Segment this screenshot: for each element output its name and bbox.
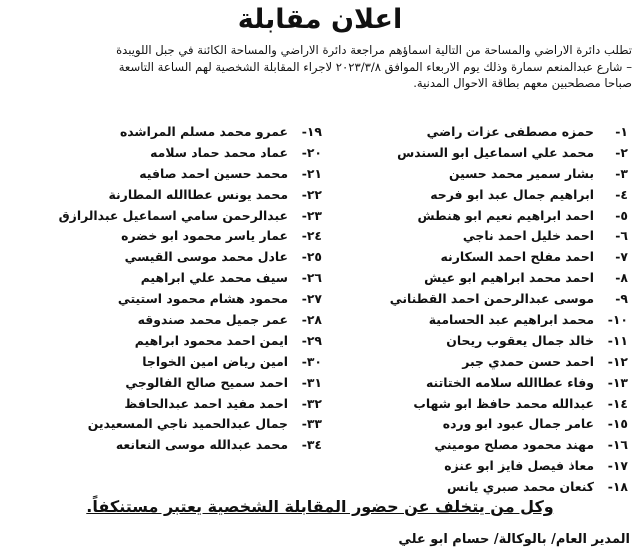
candidate-name: عبدالله محمد حافظ ابو شهاب — [413, 395, 594, 411]
candidate-row — [4, 310, 322, 331]
candidate-number: ٨- — [615, 270, 628, 286]
candidate-row — [4, 268, 322, 289]
candidate-name: احمد خليل احمد ناجي — [462, 228, 594, 244]
candidate-row — [4, 164, 322, 185]
candidate-row — [326, 164, 628, 185]
warning-text: وكل من يتخلف عن حضور المقابلة الشخصية يعتبر مستنكفاً. — [86, 497, 554, 516]
candidate-number: ١٢- — [607, 353, 628, 369]
candidate-name: محمد عبدالله موسى النعانعه — [115, 437, 288, 453]
candidate-number: ١٠- — [607, 312, 628, 328]
candidate-row — [4, 247, 322, 268]
candidate-row — [4, 206, 322, 227]
candidate-name: بشار سمير محمد حسين — [448, 165, 594, 181]
candidate-number: ١٨- — [607, 479, 628, 495]
candidate-name: سيف محمد علي ابراهيم — [140, 270, 288, 286]
candidate-name: كنعان محمد صبري يانس — [446, 479, 594, 495]
candidate-row — [326, 352, 628, 373]
candidate-number: ٢٢- — [301, 186, 322, 202]
candidate-name: محمد يونس عطاالله المطارنة — [108, 186, 288, 202]
candidate-number: ١١- — [607, 332, 628, 348]
candidate-row — [326, 289, 628, 310]
candidate-row — [326, 373, 628, 394]
candidate-number: ٤- — [615, 186, 628, 202]
candidate-name: حمزه مصطفى عزات راضي — [426, 124, 594, 139]
candidate-number: ١٤- — [607, 395, 628, 411]
candidate-row — [326, 226, 628, 247]
candidate-name: عمر جميل محمد صندوقه — [137, 312, 288, 328]
candidate-row — [326, 247, 628, 268]
candidate-name: وفاء عطاالله سلامه الختاتنه — [426, 374, 594, 390]
candidate-name: عمرو محمد مسلم المراشده — [119, 124, 288, 139]
candidate-number: ٢٥- — [301, 249, 322, 265]
candidate-row — [4, 122, 322, 143]
candidate-number: ١٣- — [607, 374, 628, 390]
candidate-number: ٢- — [615, 144, 628, 160]
candidate-row — [4, 226, 322, 247]
candidate-row — [326, 331, 628, 352]
candidate-name: عبدالرحمن سامي اسماعيل عبدالرازق — [58, 207, 288, 223]
candidate-name: ابراهيم جمال عبد ابو فرحه — [430, 186, 594, 202]
candidate-number: ٣٢- — [301, 395, 322, 411]
candidate-row — [4, 435, 322, 456]
candidate-row — [326, 435, 628, 456]
candidate-name: محمد ابراهيم عبد الحسامية — [428, 312, 594, 328]
candidate-row — [4, 289, 322, 310]
candidate-number: ٧- — [615, 249, 628, 265]
candidate-number: ١٥- — [607, 416, 628, 432]
candidate-number: ٣١- — [301, 374, 322, 390]
candidate-number: ٦- — [615, 228, 628, 244]
candidate-name: احمد سميح صالح الفالوجي — [125, 374, 288, 390]
candidate-row — [326, 143, 628, 164]
candidate-row — [4, 185, 322, 206]
candidate-row — [326, 456, 628, 477]
page-title: اعلان مقابلة — [237, 4, 403, 35]
candidate-row — [326, 477, 628, 498]
candidate-row — [326, 185, 628, 206]
candidate-name: محمد حسين احمد صافيه — [139, 165, 288, 181]
candidate-number: ٣٣- — [301, 416, 322, 432]
candidate-name: معاذ فيصل فايز ابو عنزه — [444, 458, 594, 474]
candidate-number: ١- — [615, 124, 628, 139]
candidate-name: احمد محمد ابراهيم ابو عيش — [424, 270, 594, 286]
candidate-name: عمار ياسر محمود ابو خضره — [121, 228, 288, 244]
candidate-row — [326, 268, 628, 289]
candidate-name: عامر جمال عبود ابو ورده — [442, 416, 594, 432]
intro-line: صباحا مصطحبين معهم بطاقة الاحوال المدنية. — [413, 76, 632, 90]
candidate-row — [4, 414, 322, 435]
candidate-number: ٢٨- — [301, 312, 322, 328]
candidate-number: ٣- — [615, 165, 628, 181]
candidate-row — [4, 352, 322, 373]
candidate-name: ايمن احمد محمود ابراهيم — [134, 332, 288, 348]
intro-line: تطلب دائرة الاراضي والمساحة من التالية اسماؤهم مراجعة دائرة الاراضي والمساحة الكائنة في جبل اللويبدة — [116, 43, 632, 57]
candidate-name: خالد جمال يعقوب ريحان — [446, 332, 594, 348]
candidate-number: ٢١- — [301, 165, 322, 181]
candidate-number: ٢٦- — [301, 270, 322, 286]
candidate-number: ٢٧- — [301, 291, 322, 307]
candidate-name: محمود هشام محمود استيتي — [117, 291, 288, 307]
candidate-name: احمد ابراهيم نعيم ابو هنطش — [417, 207, 594, 223]
candidate-number: ١٧- — [607, 458, 628, 474]
candidate-name: جمال عبدالحميد ناجي المسعيدين — [87, 416, 288, 432]
candidate-number: ٢٣- — [301, 207, 322, 223]
candidate-list-right — [326, 122, 628, 498]
candidate-name: عماد محمد حماد سلامه — [150, 144, 288, 160]
candidate-number: ٢٠- — [301, 144, 322, 160]
candidate-number: ٢٤- — [301, 228, 322, 244]
candidate-name: عادل محمد موسى القيسي — [124, 249, 288, 265]
candidate-row — [326, 414, 628, 435]
candidate-row — [4, 373, 322, 394]
candidate-name: احمد مفلح احمد السكارنه — [440, 249, 594, 265]
signature-line: المدير العام/ بالوكالة/ حسام ابو علي — [398, 532, 630, 547]
candidate-name: احمد مفيد احمد عبدالحافظ — [124, 395, 288, 411]
candidate-number: ٢٩- — [301, 332, 322, 348]
candidate-row — [4, 143, 322, 164]
candidate-name: محمد علي اسماعيل ابو السندس — [397, 144, 594, 160]
candidate-row — [4, 394, 322, 415]
candidate-number: ٣٤- — [301, 437, 322, 453]
candidate-name: مهند محمود مصلح موميني — [434, 437, 594, 453]
candidate-number: ٥- — [615, 207, 628, 223]
candidate-row — [326, 394, 628, 415]
candidate-number: ١٩- — [301, 124, 322, 139]
candidate-name: موسى عبدالرحمن احمد القطناني — [389, 291, 594, 307]
intro-line: – شارع عبدالمنعم سمارة وذلك يوم الاربعاء الموافق ٢٠٢٣/٣/٨ لاجراء المقابلة الشخصية لهم الساعة التاسعة — [118, 59, 632, 74]
candidate-name: امين رياض امين الخواجا — [142, 353, 288, 369]
candidate-number: ١٦- — [607, 437, 628, 453]
candidate-row — [326, 122, 628, 143]
candidate-row — [4, 331, 322, 352]
candidate-name: احمد حسن حمدي جبر — [462, 353, 594, 369]
candidate-row — [326, 310, 628, 331]
absence-warning — [0, 497, 640, 516]
candidate-number: ٩- — [615, 291, 628, 307]
candidate-number: ٣٠- — [301, 353, 322, 369]
candidate-list-left — [4, 122, 322, 456]
candidate-row — [326, 206, 628, 227]
intro-paragraph — [6, 42, 632, 92]
